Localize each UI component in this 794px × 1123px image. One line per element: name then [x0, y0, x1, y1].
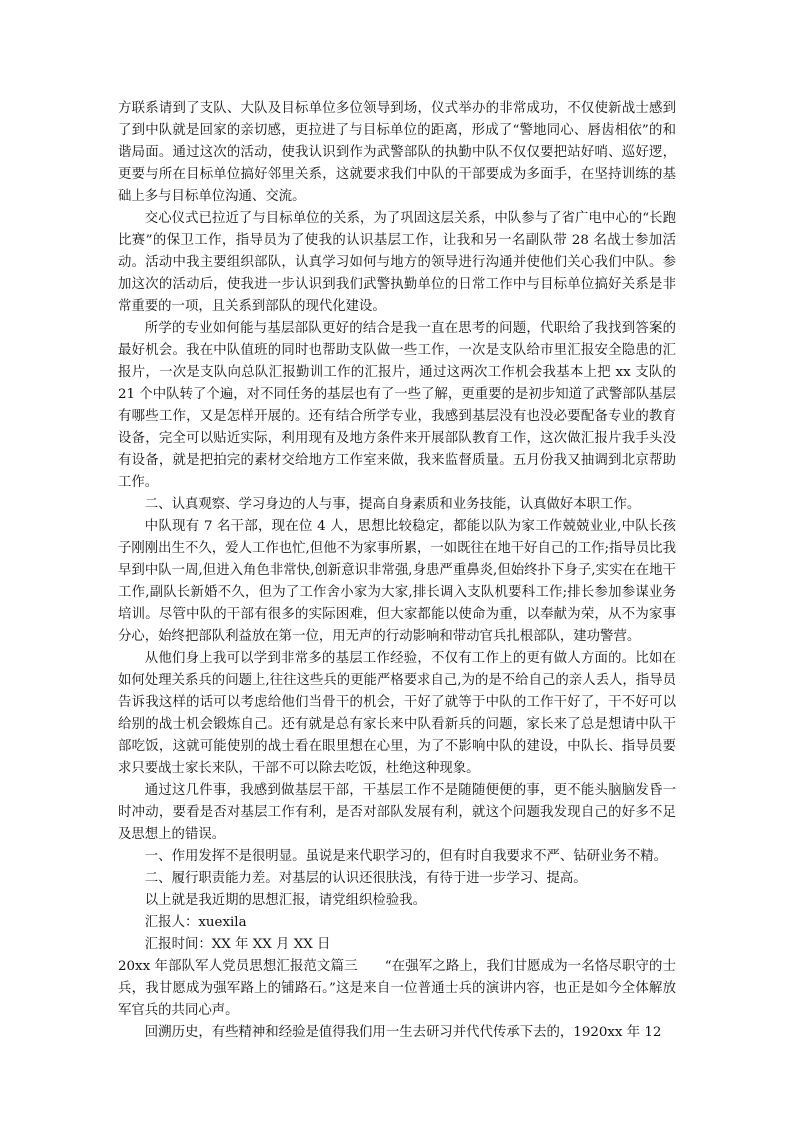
- paragraph-10: 以上就是我近期的思想汇报，请党组织检验我。: [144, 893, 426, 908]
- paragraph-14: 回溯历史，有些精神和经验是值得我们用一生去研习并代代传承下去的，1920xx 年 12: [144, 1025, 662, 1040]
- paragraph-5: 中队现有 7 名干部，现在位 4 人，思想比较稳定，都能以队为家工作兢兢业业,中队长孩子刚刚出生不久，爱人工作也忙,但他不为家事所累，一如既往在地干好自己的工作;指导员比我早到中队一周,但进入角色非常快,创新意识非常强,身患严重鼻炎,但始终扑下身子,实实在在地干工作,副队长新婚不久，但为了工作舍小家为大家,排长调入支队机要科工作;排长参加参谋业务培训。尽管中队的干部有很多的实际困难，但大家都能以使命为重，以奉献为荣，从不为家事分心，始终把部队利益放在第一位，用无声的行动影响和带动官兵扎根部队，建功警营。: [118, 519, 676, 644]
- paragraph-1: 方联系请到了支队、大队及目标单位多位领导到场，仪式举办的非常成功，不仅使新战士感到了到中队就是回家的亲切感，更拉进了与目标单位的距离，形成了“警地同心、唇齿相依”的和谐局面。通过这次的活动，使我认识到作为武警部队的执勤中队不仅仅要把站好哨、巡好逻，更要与所在目标单位搞好邻里关系，这就要求我们中队的干部要成为多面手，在坚持训练的基础上多与目标单位沟通、交流。: [118, 101, 676, 204]
- document-body: [118, 98, 676, 1044]
- paragraph-4: 二、认真观察、学习身边的人与事，提高自身素质和业务技能，认真做好本职工作。: [144, 497, 641, 512]
- report-date-line: 汇报时间：XX 年 XX 月 XX 日: [144, 937, 331, 952]
- paragraph-8: 一、作用发挥不是很明显。虽说是来代职学习的，但有时自我要求不严、钻研业务不精。: [144, 849, 668, 864]
- paragraph-3: 所学的专业如何能与基层部队更好的结合是我一直在思考的问题，代职给了我找到答案的最好机会。我在中队值班的同时也帮助支队做一些工作，一次是支队给市里汇报安全隐患的汇报片，一次是支队向总队汇报勤训工作的汇报片，通过这两次工作机会我基本上把 xx 支队的 21 个中队转了个遍，对不同任务的基层也有了一些了解，更重要的是初步知道了武警部队基层有哪些工作，又是怎样开展的。还有结合所学专业，我感到基层没有也没必要配备专业的教育设备，完全可以贴近实际，利用现有及地方条件来开展部队教育工作，这次做汇报片我手头没有设备，就是把拍完的素材交给地方工作室来做，我来监督质量。五月份我又抽调到北京帮助工作。: [118, 321, 676, 490]
- paragraph-7: 通过这几件事，我感到做基层干部，干基层工作不是随随便便的事，更不能头脑脑发昏一时冲动，要看是否对基层工作有利，是否对部队发展有利，就这个问题我发现自己的好多不足及思想上的错误。: [118, 783, 676, 842]
- paragraph-6: 从他们身上我可以学到非常多的基层工作经验，不仅有工作上的更有做人方面的。比如在如何处理关系兵的问题上,往往这些兵的更能严格要求自己,为的是不给自己的亲人丢人，指导员告诉我这样的话可以考虑给他们当骨干的机会，干好了就等于中队的工作干好了，干不好可以给别的战士机会锻炼自己。还有就是总有家长来中队看新兵的问题，家长来了总是想请中队干部吃饭，这就可能使别的战士看在眼里想在心里，为了不影响中队的建设，中队长、指导员要求只要战士家长来队，干部不可以除去吃饭，杜绝这种现象。: [118, 651, 676, 776]
- paragraph-2: 交心仪式已拉近了与目标单位的关系，为了巩固这层关系，中队参与了省广电中心的“长跑比赛”的保卫工作，指导员为了使我的认识基层工作，让我和另一名副队带 28 名战士参加活动。活动中我主要组织部队，认真学习如何与地方的领导进行沟通并使他们关心我们中队。参加这次的活动后，使我进一步认识到我们武警执勤单位的日常工作中与目标单位搞好关系是非常重要的一项，且关系到部队的现代化建设。: [118, 211, 676, 314]
- reporter-line: 汇报人：xuexila: [144, 915, 247, 930]
- paragraph-9: 二、履行职责能力差。对基层的认识还很肤浅，有待于进一步学习、提高。: [144, 871, 587, 886]
- paragraph-13: 20xx 年部队军人党员思想汇报范文篇三 “在强军之路上，我们甘愿成为一名恪尽职守的士兵，我甘愿成为强军路上的铺路石。”这是来自一位普通士兵的演讲内容，也正是如今全体解放军官兵的共同心声。: [118, 959, 676, 1018]
